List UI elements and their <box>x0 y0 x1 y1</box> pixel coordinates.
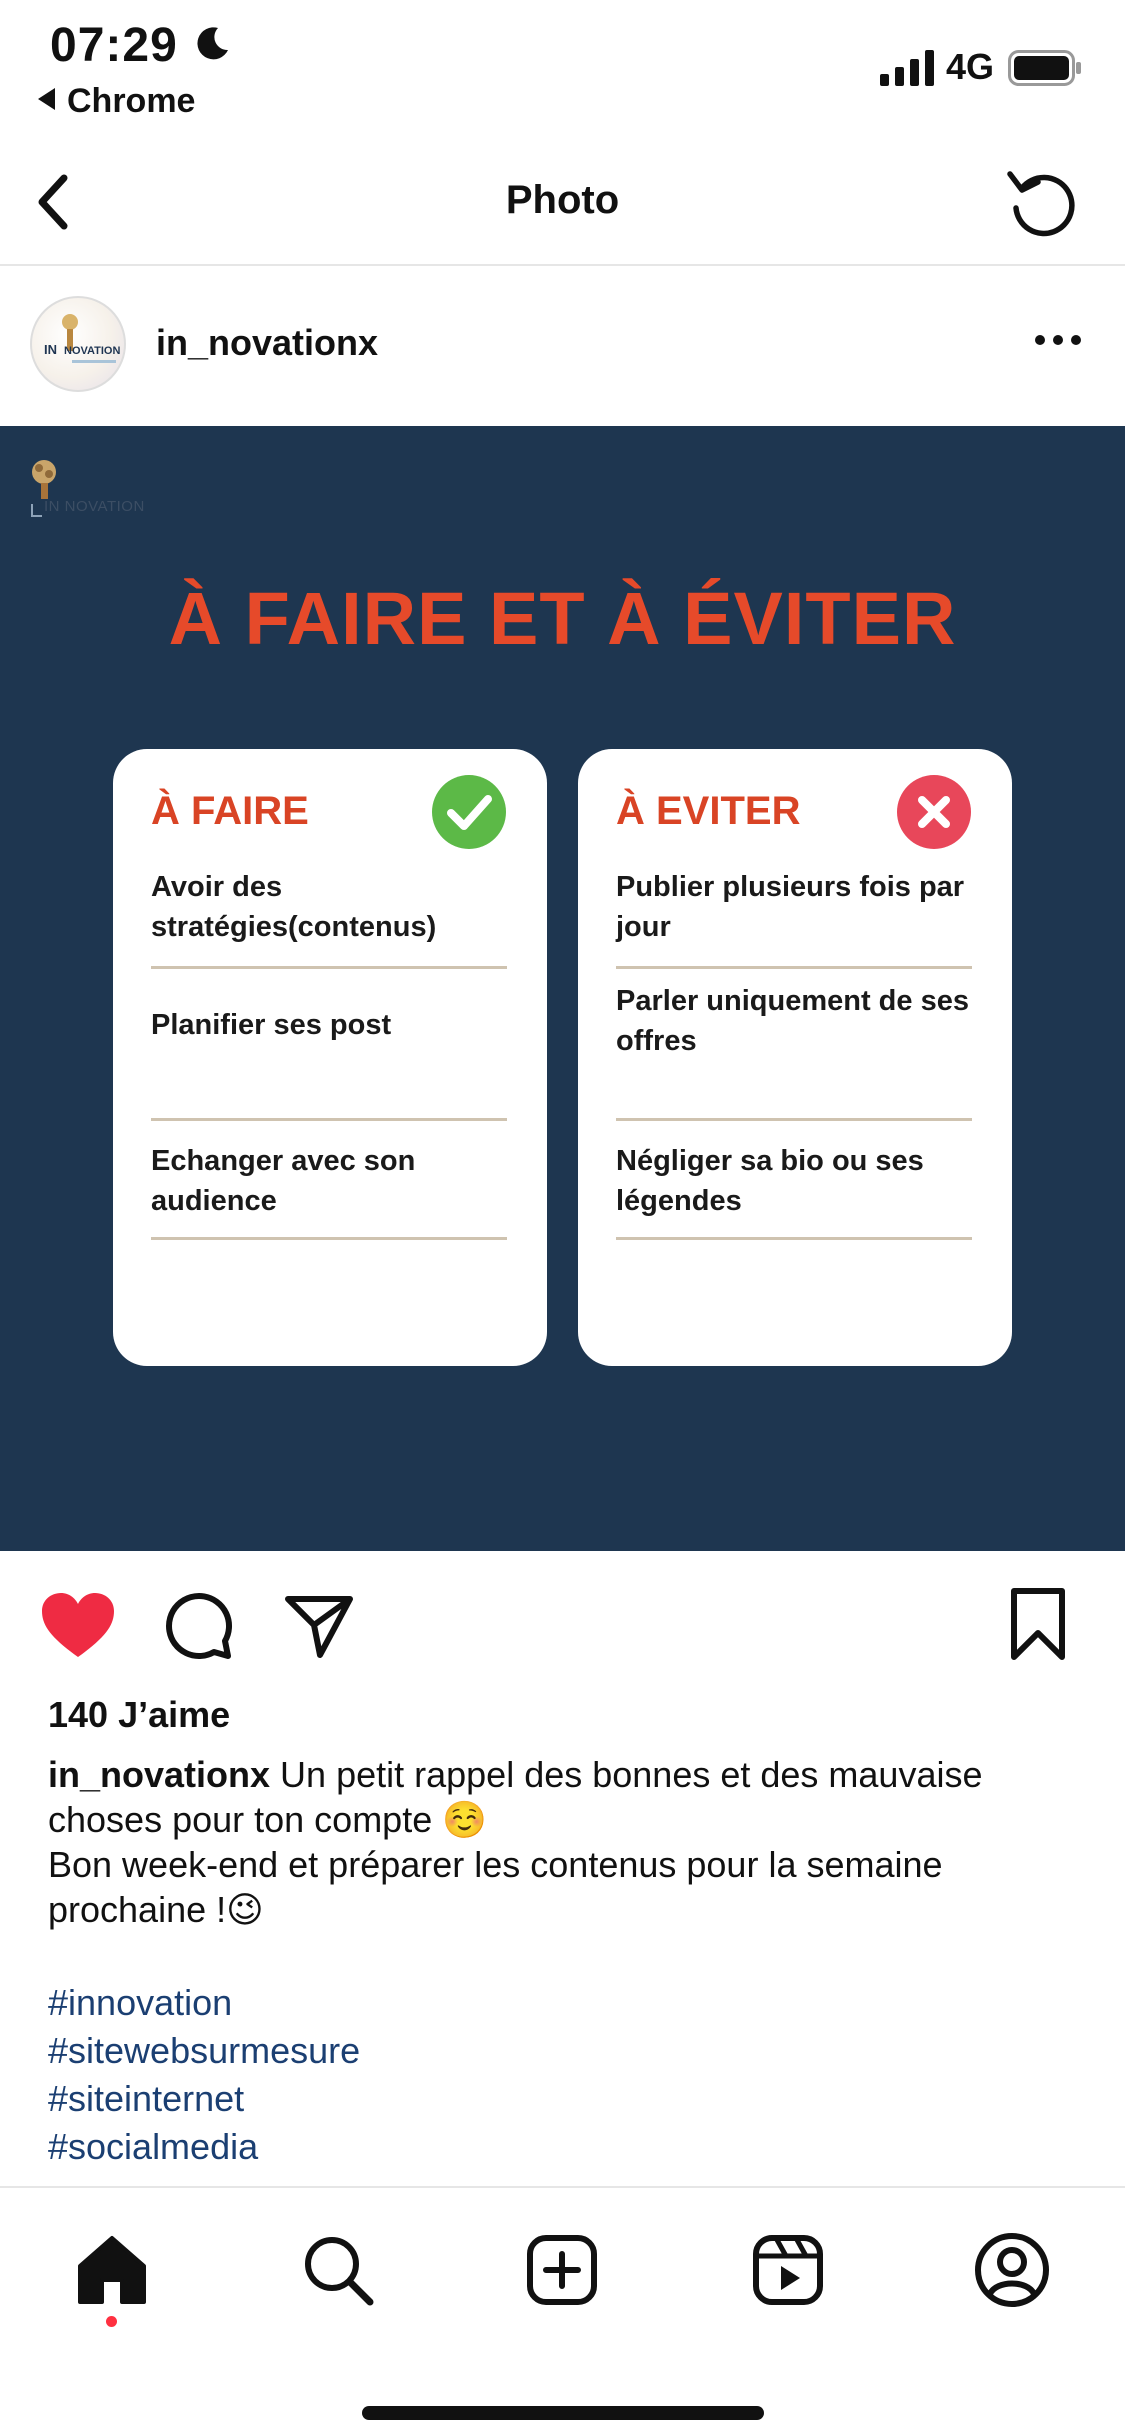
comment-icon[interactable] <box>164 1591 234 1661</box>
do-card <box>113 749 547 1366</box>
svg-text:NOVATION: NOVATION <box>64 345 121 357</box>
share-icon[interactable] <box>284 1591 354 1661</box>
moon-icon <box>192 24 232 64</box>
caption-username[interactable]: in_novationx <box>48 1754 271 1795</box>
dont-card-title: À EVITER <box>616 789 801 833</box>
post-image[interactable] <box>0 426 1125 1551</box>
refresh-icon[interactable] <box>1000 160 1084 244</box>
hashtag-link[interactable]: #sitewebsurmesure <box>48 2030 361 2071</box>
caption-line-1: Un petit rappel des bonnes et des mauvaise choses pour ton compte ☺️ <box>48 1754 983 1840</box>
battery-icon <box>1008 50 1082 86</box>
brand-logo-icon <box>12 450 162 530</box>
post-username[interactable]: in_novationx <box>156 322 379 363</box>
nav-bar <box>0 140 1125 266</box>
home-indicator <box>362 2406 764 2420</box>
plus-square-icon[interactable] <box>522 2230 602 2310</box>
search-icon[interactable] <box>298 2230 378 2310</box>
profile-icon[interactable] <box>972 2230 1052 2310</box>
avatar-logo-icon <box>32 298 126 392</box>
hashtag-list <box>48 1979 360 2171</box>
back-to-app-link[interactable] <box>38 82 195 121</box>
more-options-icon[interactable] <box>1030 330 1090 350</box>
divider <box>151 966 507 969</box>
avatar[interactable] <box>30 296 126 392</box>
dont-item: Parler uniquement de ses offres <box>616 985 969 1057</box>
do-card-title: À FAIRE <box>151 789 309 833</box>
do-item: Echanger avec son audience <box>151 1145 416 1217</box>
heart-icon[interactable] <box>40 1591 116 1659</box>
do-item: Planifier ses post <box>151 1009 392 1041</box>
image-headline: À FAIRE ET À ÉVITER <box>168 577 957 660</box>
reels-icon[interactable] <box>748 2230 828 2310</box>
divider <box>151 1237 507 1240</box>
cross-circle-icon <box>896 774 972 850</box>
network-type: 4G <box>946 46 995 87</box>
tab-bar <box>0 2186 1125 2436</box>
like-count[interactable]: 140 J’aime <box>48 1694 231 1735</box>
svg-text:IN: IN <box>44 342 57 357</box>
dont-item: Publier plusieurs fois par jour <box>616 871 965 943</box>
hashtag-link[interactable]: #innovation <box>48 1982 233 2023</box>
bookmark-icon[interactable] <box>1008 1587 1068 1663</box>
hashtag-link[interactable]: #siteinternet <box>48 2078 245 2119</box>
dont-card <box>578 749 1012 1366</box>
clock: 07:29 <box>50 19 178 72</box>
back-app-label: Chrome <box>67 82 196 120</box>
divider <box>616 1237 972 1240</box>
divider <box>616 966 972 969</box>
brand-logo-text: IN NOVATION <box>44 498 145 515</box>
post-actions <box>0 1551 1125 1701</box>
post-header <box>0 266 1125 426</box>
dont-item: Négliger sa bio ou ses légendes <box>616 1145 924 1217</box>
hashtag-link[interactable]: #socialmedia <box>48 2126 259 2167</box>
page-title: Photo <box>505 178 620 222</box>
home-icon[interactable] <box>72 2230 152 2310</box>
active-tab-indicator <box>106 2316 117 2327</box>
divider <box>616 1118 972 1121</box>
check-circle-icon <box>431 774 507 850</box>
divider <box>151 1118 507 1121</box>
post-caption <box>48 1752 1088 1932</box>
status-bar <box>0 0 1125 140</box>
caption-line-2: Bon week-end et préparer les contenus pour la semaine prochaine !😉 <box>48 1844 943 1930</box>
signal-icon <box>880 50 936 86</box>
do-item: Avoir des stratégies(contenus) <box>151 871 437 943</box>
